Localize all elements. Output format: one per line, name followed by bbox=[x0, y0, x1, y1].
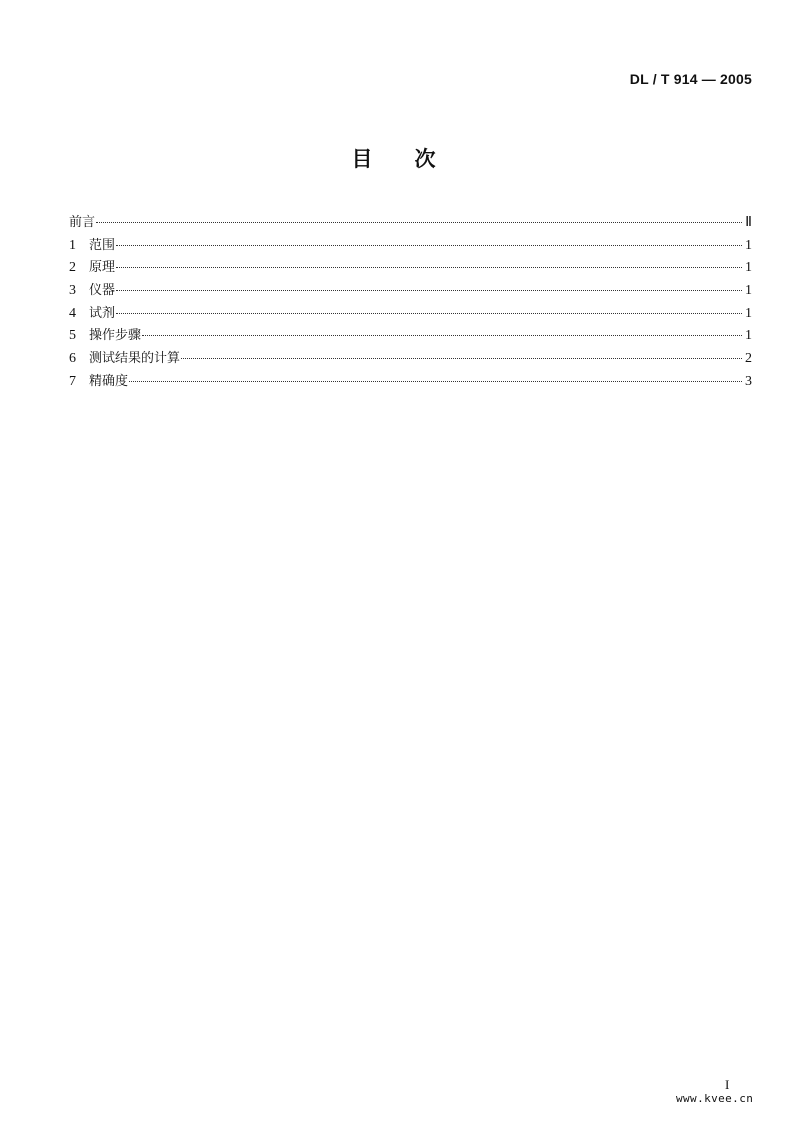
toc-leader-dots bbox=[181, 358, 742, 359]
toc-entry-number: 7 bbox=[69, 373, 76, 389]
footer-page-number: I bbox=[725, 1077, 730, 1092]
toc-entry-number: 4 bbox=[69, 305, 76, 321]
toc-entry-title: 仪器 bbox=[89, 283, 116, 299]
toc-entry-1[interactable] bbox=[69, 234, 752, 257]
toc-entry-page: 1 bbox=[745, 305, 752, 321]
toc-entry-3[interactable] bbox=[69, 279, 752, 302]
toc-leader-dots bbox=[116, 245, 742, 246]
toc-entry-page: 1 bbox=[745, 283, 752, 299]
toc-entry-page: 1 bbox=[745, 260, 752, 276]
toc-entry-title: 测试结果的计算 bbox=[89, 351, 181, 367]
toc-entry-page: 1 bbox=[745, 237, 752, 253]
toc-entry-title: 前言 bbox=[69, 215, 96, 230]
toc-entry-7[interactable] bbox=[69, 370, 752, 393]
toc-entry-page: 2 bbox=[745, 351, 752, 367]
toc-entry-title: 范围 bbox=[89, 237, 116, 253]
toc-leader-dots bbox=[142, 335, 742, 336]
page-title bbox=[0, 143, 787, 173]
toc-entry-5[interactable] bbox=[69, 324, 752, 347]
document-code: DL / T 914 — 2005 bbox=[629, 71, 752, 87]
toc-leader-dots bbox=[116, 313, 742, 314]
toc-entry-number: 6 bbox=[69, 351, 76, 367]
toc-entry-page: 1 bbox=[745, 328, 752, 344]
page-title-char-1: 目 bbox=[351, 147, 373, 171]
page-title-char-2: 次 bbox=[414, 147, 436, 171]
toc-entry-page: Ⅱ bbox=[745, 215, 752, 230]
table-of-contents bbox=[69, 211, 752, 393]
toc-leader-dots bbox=[116, 267, 742, 268]
toc-entry-4[interactable] bbox=[69, 302, 752, 325]
footer-watermark: www.kvee.cn bbox=[676, 1092, 754, 1105]
toc-entry-number: 2 bbox=[69, 260, 76, 276]
toc-entry-title: 原理 bbox=[89, 260, 116, 276]
toc-entry-number: 1 bbox=[69, 237, 76, 253]
toc-entry-page: 3 bbox=[745, 373, 752, 389]
toc-entry-foreword[interactable] bbox=[69, 211, 752, 234]
toc-leader-dots bbox=[116, 290, 742, 291]
toc-entry-2[interactable] bbox=[69, 256, 752, 279]
toc-leader-dots bbox=[96, 222, 742, 223]
toc-entry-number: 3 bbox=[69, 283, 76, 299]
toc-entry-number: 5 bbox=[69, 328, 76, 344]
toc-entry-title: 精确度 bbox=[89, 373, 129, 389]
toc-entry-title: 操作步骤 bbox=[89, 328, 142, 344]
toc-entry-6[interactable] bbox=[69, 347, 752, 370]
toc-leader-dots bbox=[129, 381, 742, 382]
toc-entry-title: 试剂 bbox=[89, 305, 116, 321]
